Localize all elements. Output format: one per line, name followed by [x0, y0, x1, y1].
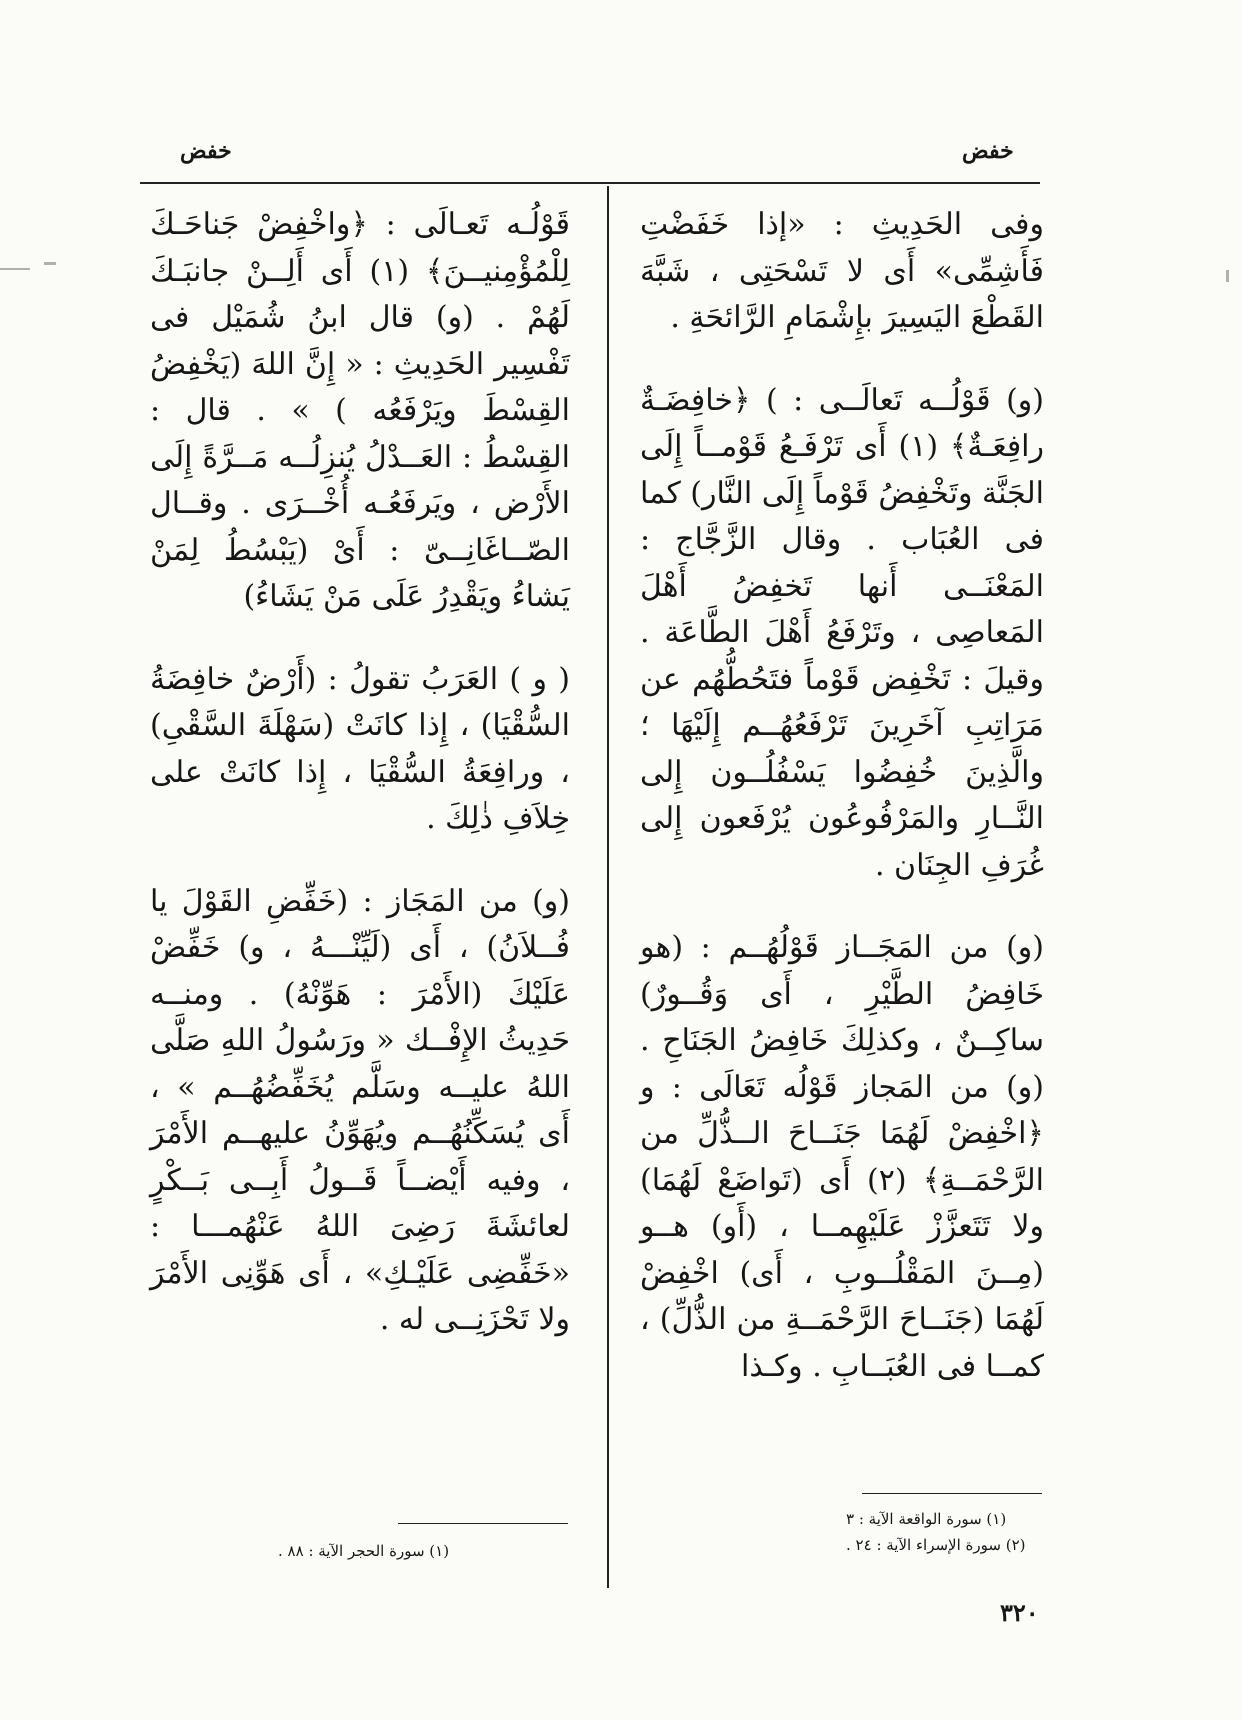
paragraph: قَوْلُـه تَعـالَى : ﴿واخْفِضْ جَناحَـكَ لِلْمُؤْمِنيــنَ﴾ (١) أَى أَلِــنْ جانبَـكَ لَهُمْ . (و) قال ابنُ شُمَيْل فى تَفْسِير الحَدِيثِ : « إِنَّ اللهَ (يَخْفِضُ القِسْطَ ويَرْفَعُه ) » . قال : القِسْطُ : العَــدْلُ يُنزِلُــه مَــرَّةً إِلَى الأَرْض ، ويَرفَعُـه أُخْــرَى . وقــال الصّــاغَانِــىّ : أَىْ (يَبْسُطُ لِمَنْ يَشاءُ ويَقْدِرُ عَلَى مَنْ يَشَاءُ) [150, 207, 570, 614]
scan-mark [1226, 270, 1229, 282]
left-column [150, 202, 570, 1380]
paragraph: (و) من المَجَــاز قَوْلُهُــم : (هو خَافِضُ الطَّيْرِ ، أَى وَقُــورٌ) ساكِــنٌ ، وكذلِكَ خَافِضُ الجَنَاحِ . (و) من المَجاز قَوْلُه تَعَالَى : و ﴿اخْفِضْ لَهُمَا جَنَــاحَ الــذُّلِّ من الرَّحْمَــةِ﴾ (٢) أَى (تَواضَعْ لَهُمَا) ولا تَتَعزَّزْ عَلَيْهِمــا ، (أَو) هــو (مِــنَ المَقْلُــوبِ ، أَى) اخْفِضْ لَهُمَا (جَنَــاحَ الرَّحْمَــةِ من الذُّلِّ) ، كمــا فى العُبَــابِ . وكـذا [640, 930, 1044, 1384]
footnote-rule-left [398, 1523, 568, 1524]
right-column [640, 202, 1044, 1426]
running-header-right: خفض [962, 138, 1014, 164]
paragraph: وفى الحَدِيثِ : «إذا خَفَضْتِ فَأَشِمِّى» أَى لا تَسْحَتِى ، شَبَّهَ القَطْعَ اليَسِيرَ بإِشْمَامِ الرَّائحَةِ . [640, 207, 1044, 335]
footnote-left-1: (١) سورة الحجر الآية : ٨٨ . [278, 1542, 450, 1560]
footnote-rule-right [862, 1493, 1042, 1494]
paragraph: (و) من المَجَاز : (خَفِّضِ القَوْلَ يا فُــلاَنُ) ، أَى (لَيِّنْـــهُ ، و) خَفِّضْ عَلَيْكَ (الأَمْرَ : هَوِّنْهُ) . ومنــه حَدِيثُ الإِفْــك « ورَسُولُ اللهِ صَلَّى اللهُ عليــه وسَلَّم يُخَفِّضُهُــم » ، أَى يُسَكِّنُهُــم ويُهَوِّنُ عليهــم الأَمْرَ ، وفيه أَيْضــاً قَــولُ أَبِــى بَــكْرٍ لعائشَةَ رَضِىَ اللهُ عَنْهُمـــا : «خَفِّضِى عَلَيْـكِ» ، أَى هَوِّنِى الأَمْرَ ولا تَحْزَنِــى له . [150, 883, 570, 1337]
running-header-left: خفض [180, 138, 232, 164]
footnote-right-1: (١) سورة الواقعة الآية : ٣ [846, 1510, 1007, 1528]
paragraph: (و) قَوْلُــه تَعالَــى : ) ﴿خافِضَـةٌ رافِعَـةٌ﴾ (١) أَى تَرْفَـعُ قَوْمــاً إِلَى الجَنَّة وتَخْفِضُ قَوْماً إِلَى النَّار) كما فى العُبَاب . وقال الزَّجَّاج : المَعْنَــى أَنها تَخفِضُ أَهْلَ المَعاصِى ، وتَرْفَعُ أَهْلَ الطَّاعَة . وقيلَ : تَخْفِض قَوْماً فتَحُطُّهُم عن مَرَاتِبِ آخَرِينَ تَرْفَعُهُــم إِلَيْهَا ؛ والَّذِينَ خُفِضُوا يَسْفُلُــون إِلى النَّــارِ والمَرْفُوعُون يُرْفَعون إِلى غُرَفِ الجِنَان . [640, 382, 1044, 883]
column-divider [607, 186, 609, 1588]
paragraph: ( و ) العَرَبُ تقولُ : (أَرْضٌ خافِضَةُ السُّقْيَا) ، إِذا كانَتْ (سَهْلَةَ السَّقْىِ) ، ورافِعَةُ السُّقْيَا ، إِذا كانَتْ على خِلاَفِ ذٰلِكَ . [150, 661, 570, 836]
footnote-right-2: (٢) سورة الإسراء الآية : ٢٤ . [846, 1536, 1026, 1554]
page-number: ٣٢٠ [1000, 1598, 1039, 1627]
scan-mark [0, 268, 30, 270]
scan-mark [44, 262, 56, 265]
header-rule [140, 182, 1040, 184]
